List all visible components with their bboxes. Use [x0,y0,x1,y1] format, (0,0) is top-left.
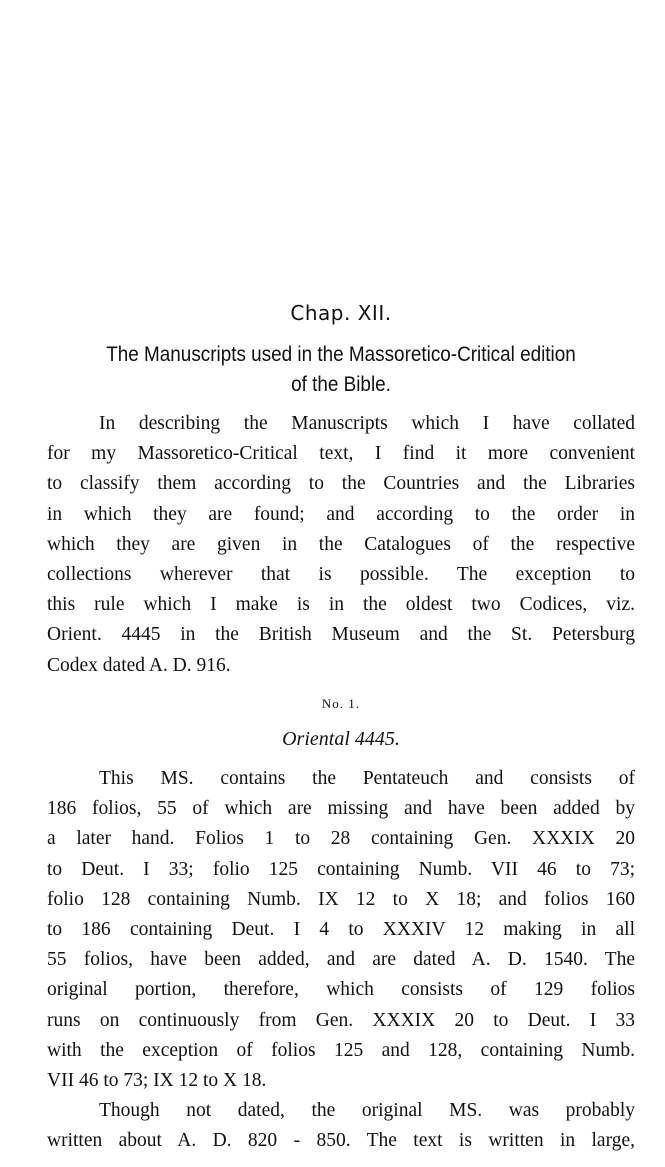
text-line: which they are given in the Catalogues of the respective [47,533,635,555]
chapter-title-line-2: of the Bible. [291,373,391,396]
text-line: Orient. 4445 in the British Museum and the St. Petersburg [47,624,635,646]
text-line: collections wherever that is possible. The exception to [47,563,635,585]
text-line: This MS. contains the Pentateuch and consists of [99,768,635,789]
text-line: VII 46 to 73; IX 12 to X 18. [47,1069,267,1091]
text-line: Though not dated, the original MS. was probably [99,1100,635,1121]
text-line: a later hand. Folios 1 to 28 containing Gen. XXXIX 20 [47,828,635,850]
text-line: to classify them according to the Countries and the Libraries [47,473,635,495]
text-line: written about A. D. 820 - 850. The text is written in large, [47,1130,635,1152]
text-line: this rule which I make is in the oldest two Codices, viz. [47,594,635,616]
text-line: in which they are found; and according to the order in [47,503,635,525]
text-line: folio 128 containing Numb. IX 12 to X 18; and folios 160 [47,888,635,910]
closing-paragraph [47,1096,635,1156]
text-line: Codex dated A. D. 916. [47,654,231,676]
text-line: to Deut. I 33; folio 125 containing Numb. VII 46 to 73; [47,858,635,880]
section-paragraph [47,764,635,1096]
intro-paragraph [47,409,635,681]
chapter-number: Chap. XII. [290,301,392,325]
section-number: No. 1. [321,696,361,711]
text-line: In describing the Manuscripts which I have collated [99,413,635,434]
text-line: runs on continuously from Gen. XXXIX 20 to Deut. I 33 [47,1009,635,1031]
section-title: Oriental 4445. [282,728,400,750]
text-line: for my Massoretico-Critical text, I find it more convenient [47,443,635,465]
text-line: 186 folios, 55 of which are missing and have been added by [47,798,635,820]
text-line: 55 folios, have been added, and are dated A. D. 1540. The [47,949,635,971]
text-line: with the exception of folios 125 and 128, containing Numb. [47,1039,635,1061]
chapter-title-line-1: The Manuscripts used in the Massoretico-Critical edition [106,343,576,366]
text-line: to 186 containing Deut. I 4 to XXXIV 12 making in all [47,918,635,940]
chapter-title [76,340,605,400]
book-page [47,0,635,1167]
text-line: original portion, therefore, which consists of 129 folios [47,979,635,1001]
